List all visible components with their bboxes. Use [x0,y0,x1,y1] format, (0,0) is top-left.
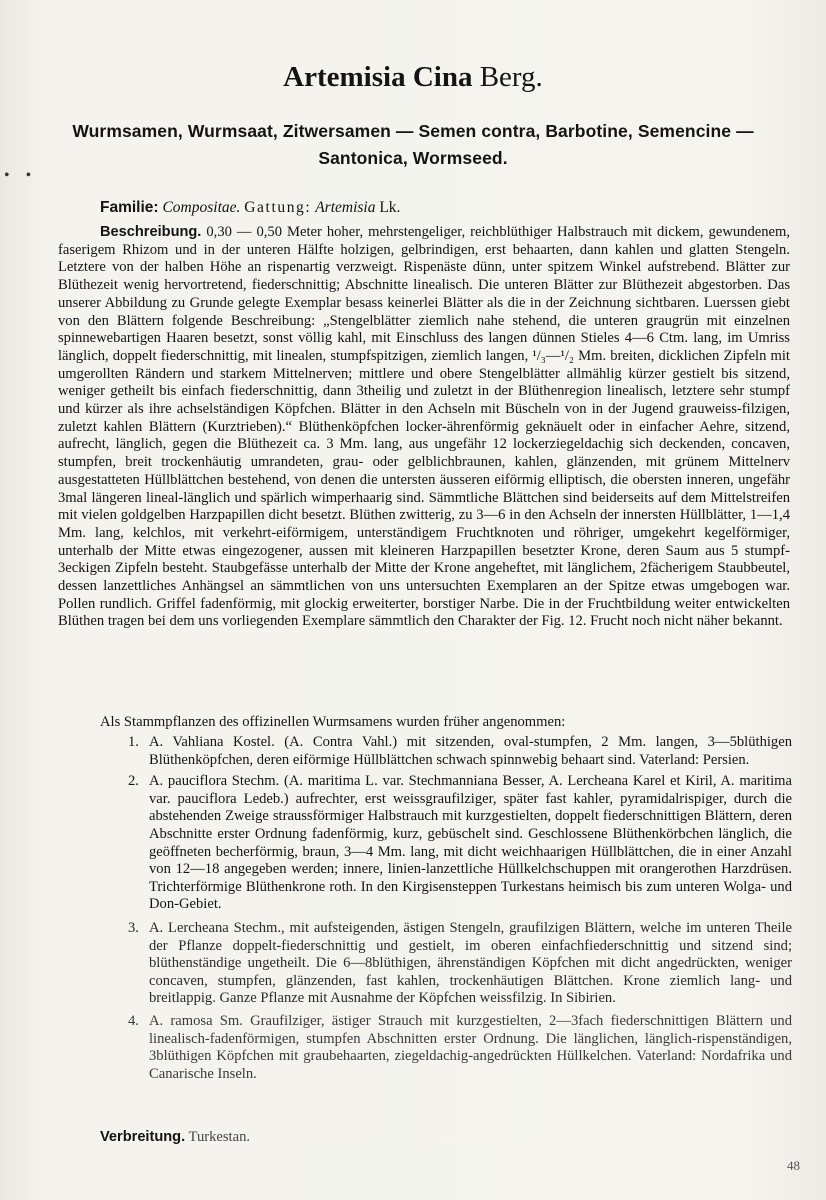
list-item [128,773,792,914]
list-item-text: A. ramosa Sm. Graufilziger, ästiger Strauch mit kurzgestielten, 2—3fach fiederschnittigen Blättern und linealisch-fadenförmigen, stumpfen Abschnitten erster Ordnung. Die länglichen, länglich-rispenständigen, 3blüthigen Köpfchen mit graubehaarten, ziegeldachig-angedrückten Hüllkelchen. Vaterland: Nordafrika und Canarische Inseln. [149,1012,792,1082]
list-item [128,1013,792,1083]
list-item-number: 1. [128,734,139,750]
genus-label: Gattung: [244,199,312,216]
list-item-text: A. Lercheana Stechm., mit aufsteigenden, ästigen Stengeln, graufilzigen Blättern, welche im unteren Theile der Pflanze doppelt-fiederschnittig und gestielt, im oberen einfachfiederschnittig und sitzend sind; blüthenständige ungetheilt. Die 6—8blüthigen, ährenständigen Köpfchen mit dicht angedrückten, weniger concaven, stumpfen, glänzenden, fast kahlen, trockenhäutigen Blättchen. Krone ziemlich lang- und breitlappig. Ganze Pflanze mit Ausnahme der Köpfchen weissfilzig. In Sibirien. [149,919,792,1007]
stammpflanzen-list [128,734,792,1083]
description-text: 0,30 — 0,50 Meter hoher, mehrstengeliger, reichblüthiger Halbstrauch mit dickem, gewundenem, faserigem Rhizom und in der unteren Hälfte holzigen, gelbrindigen, erst behaarten, dann kahlen und glatten Stengeln. Letztere von der halben Höhe an rispenartig verzweigt. Rispenäste dünn, unter spitzem Winkel aufstrebend. Blätter zur Blüthezeit wenig hervortretend, fiederschnittig; Abschnitte linealisch. Die unteren Blätter zur Blüthezeit abgestorben. Das unserer Abbildung zu Grunde gelegte Exemplar besass keinerlei Blätter als die in der Zeichnung sichtbaren. Luerssen giebt von den Blättern folgende Beschreibung: „Stengelblätter ziemlich nahe stehend, die unteren graugrün mit einzelnen spinnewebartigen Haaren besetzt, sonst völlig kahl, mit Einschluss des langen dünnen Stieles 4—6 Ctm. lang, im Umriss länglich, doppelt fiederschnittig, mit linealen, stumpfspitzigen, ziemlich langen, ¹/₃—¹/₂ Mm. breiten, dicklichen Zipfeln mit umgerollten Rändern und starkem Mittelnerven; mittlere und obere Stengelblätter allmählig kürzer gestielt bis sitzend, weniger getheilt bis einfach fiederschnittig, dann 3theilig und zuletzt in der Blüthenregion linealisch, letztere sehr stumpf und kürzer als ihre achselständigen Köpfchen. Blätter in den Achseln mit Büscheln von in der Jugend grauweiss-filzigen, zuletzt kahlen Blättern (Kurztrieben).“ Blüthenköpfchen locker-ährenförmig geknäuelt oder in einfacher Aehre, sitzend, aufrecht, länglich, gegen die Blüthezeit ca. 3 Mm. lang, aus ungefähr 12 lockerziegeldachig sich deckenden, concaven, stumpfen, breit trockenhäutig umrandeten, grau- oder gelblichbraunen, kahlen, glänzenden, mit grünem Mittelnerv ausgestatteten Hüllblättchen bestehend, von denen die untersten äusseren eiförmig elliptisch, die obersten inneren, ungefähr 3mal längeren lineal-länglich und spärlich wimperhaarig sind. Sämmtliche Blättchen sind beiderseits auf dem Mittelstreifen mit vielen goldgelben Harzpapillen dicht besetzt. Blüthen zwitterig, zu 3—6 in den Achseln der innersten Hüllblätter, 1—1,4 Mm. lang, kelchlos, mit verkehrt-eiförmigem, unterständigem Fruchtknoten und röhriger, umgekehrt kegelförmiger, unterhalb der Mitte etwas eingezogener, aussen mit kleineren Harzpapillen besetzter Krone, deren Saum aus 5 stumpf-3eckigen Zipfeln besteht. Staubgefässe unterhalb der Mitte der Krone angeheftet, mit länglichem, 2fächerigem Staubbeutel, dessen lanzettliches Anhängsel an sämmtlichen von uns untersuchten Exemplaren an der Spitze etwas umgebogen war. Pollen rundlich. Griffel fadenförmig, mit glockig erweiterter, borstiger Narbe. Die in der Fruchtbildung weiter entwickelten Blüthen tragen bei dem uns vorliegenden Exemplare sämmtlich den Charakter der Fig. 12. Frucht noch nicht näher bekannt. [58,224,790,630]
list-item-number: 4. [128,1012,139,1029]
list-item [128,734,792,769]
margin-marks: • • [4,167,38,184]
distribution-line [100,1128,700,1146]
list-item [128,920,792,1008]
taxonomy-line [100,198,760,218]
page-title [0,60,826,94]
title-author: Berg. [479,61,543,93]
list-item-text: A. pauciflora Stechm. (A. maritima L. var. Stechmanniana Besser, A. Lercheana Karel et Kiril, A. maritima var. pauciflora Ledeb.) aufrechter, erst weissgraufilziger, später fast kahler, pyramidalrispiger, durch die abstehenden Zweige straussförmiger Halbstrauch mit kurzgestielten, doppelt fiederschnittigen Blättern, deren Abschnitte erster Ordnung fadenförmig, kurz, gebüschelt sind. Geschlossene Blüthenkörbchen länglich, die geöffneten becherförmig, braun, 3—4 Mm. lang, mit dicht weichhaarigen Hüllblättchen, die in einer Anzahl von 12—18 angegeben werden; innere, linien-lanzettliche Hüllkelchschuppen mit orangerothen Harzdrüsen. Trichterförmige Blüthenkrone roth. In den Kirgisensteppen Turkestans heimisch bis zum unteren Wolga- und Don-Gebiet. [149,773,792,913]
common-names-subtitle: Wurmsamen, Wurmsaat, Zitwersamen — Semen contra, Barbotine, Semencine — Santonica, Wormseed. [72,121,754,168]
list-item-number: 2. [128,773,139,790]
genus-value: Artemisia [315,199,376,216]
stammpflanzen-intro: Als Stammpflanzen des offizinellen Wurmsamens wurden früher angenommen: [100,714,566,730]
distribution-label: Verbreitung. [100,1129,186,1145]
page-number: 48 [787,1158,800,1173]
description-label: Beschreibung. [100,224,202,240]
family-value: Compositae. [162,199,241,216]
list-item-number: 3. [128,919,139,936]
family-label: Familie: [100,199,159,216]
title-species: Artemisia Cina [283,61,473,93]
genus-author: Lk. [379,199,401,216]
distribution-value: Turkestan. [188,1129,251,1145]
list-item-text: A. Vahliana Kostel. (A. Contra Vahl.) mit sitzenden, oval-stumpfen, 2 Mm. langen, 3—5blüthigen Blüthenköpfchen, deren eiförmige Hüllblättchen schwach spinnwebig behaart sind. Vaterland: Persien. [149,734,792,768]
description-paragraph [58,224,790,631]
